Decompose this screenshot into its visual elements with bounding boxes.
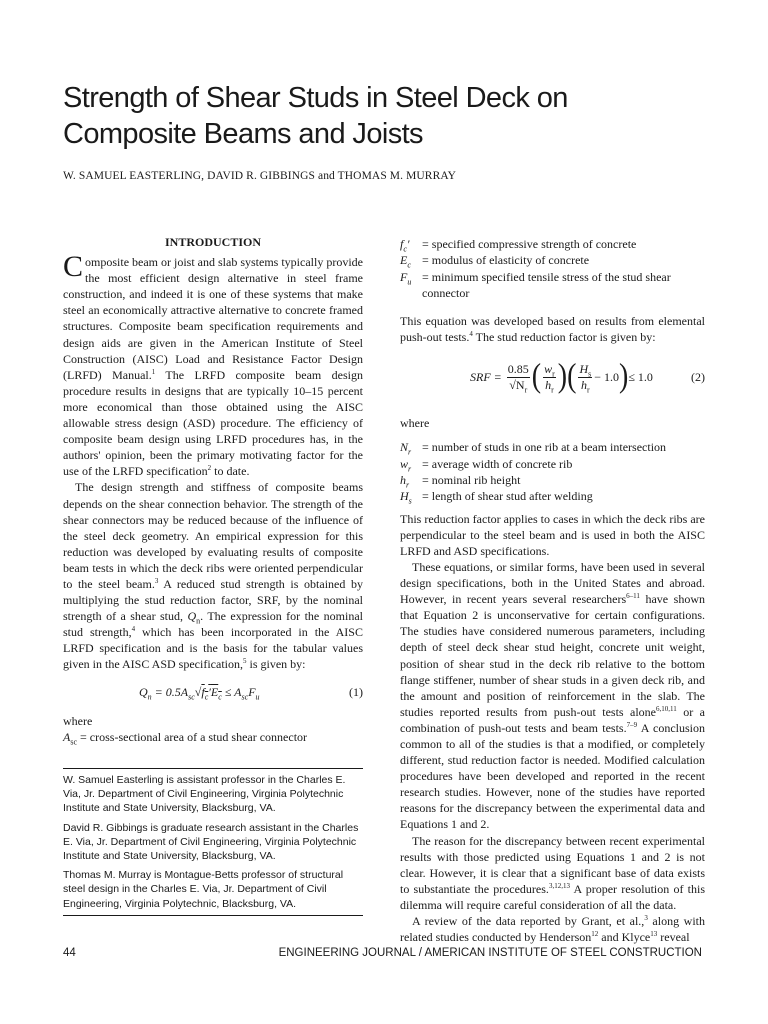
right-column (400, 234, 705, 945)
where-label: where (400, 416, 430, 431)
paragraph-text: A reduced stud strength is obtained by multiplying the stud reduction factor, SRF, by the nominal strength of a shear stud, (63, 576, 363, 624)
variable-definition: $w_r$ = average width of concrete rib (400, 456, 573, 474)
paragraph: A review of the data reported by Grant, et al.,$^3$ along with related studies conducted by Henderson$^{12}$ and Klyce$^{13}$ reveal (400, 914, 706, 945)
author-footnotes (63, 768, 363, 916)
variable-definition: $h_r$ = nominal rib height (400, 473, 521, 490)
citation: 13 (650, 930, 658, 939)
equation-number: (1) (349, 684, 363, 699)
paragraph (63, 250, 363, 479)
variable-definition: $E_c$ = modulus of elasticity of concrete (400, 253, 590, 270)
footnote: Thomas M. Murray is Montague-Betts professor of structural steel design in the Charles E. Via, Jr. Department of Civil Engineering, Virginia Polytechnic, Blacksburg, VA. (63, 869, 344, 910)
paragraph: These equations, or similar forms, have been used in several design specifications, both in the United States and abroad. However, in recent years several researchers$^{6-11}$ have shown that Equation 2 is unconservative for certain configurations. The studies have considered numerous parameters, including depth of steel deck shear stud height, concrete unit weight, position of shear stud in the deck rib relative to the bottom flange stiffener, number of shear studs in a given deck rib, and the amount and position of reinforcement in the slab. The studies reported results from push-out tests alone$^{6,10,11}$ or a combination of push-out tests and beam tests.$^{7-9}$ A conclusion common to all of the studies is that a modified, or completely different, stud reduction factor is needed. Modified calculation procedures have been developed and reported in the recent research studies. However, none of the studies have reported reasons for the discrepancy between the experimental data and Equations 1 and 2. (400, 559, 705, 832)
page-number: 44 (63, 947, 76, 959)
variable-definition: $H_s$ = length of shear stud after welding (400, 489, 593, 506)
citation: 6–11 (626, 592, 640, 601)
citation: 7–9 (626, 720, 638, 729)
paragraph-text: to date. (211, 464, 250, 479)
paragraph-text: omposite beam or joist and slab systems typically provide the most efficient design alternative in steel frame construction, and indeed it is one of these systems that make steel an economically attractive alternative to concrete framed structures. Composite beam specification requirements and design aids are given in the American Institute of Steel Construction (AISC) Load and Resistance Factor Design (LRFD) Manual. (63, 255, 363, 382)
paragraph-text: The design strength and stiffness of composite beams depends on the shear connection behavior. The strength of the shear connectors may be reduced because of the influence of the steel deck geometry. An empirical expression for this reduction was developed by evaluating results of composite beam tests in which the deck ribs were oriented perpendicular to the steel beam. (63, 480, 363, 591)
paragraph-text: . The expression for the nominal stud strength, (63, 609, 363, 640)
variable-list (400, 236, 705, 301)
author-byline: W. SAMUEL EASTERLING, DAVID R. GIBBINGS and THOMAS M. MURRAY (63, 170, 457, 182)
variable-definition: $N_r$ = number of studs in one rib at a beam intersection (400, 440, 667, 457)
left-column (63, 234, 363, 745)
paragraph: The reason for the discrepancy between recent experimental results with those predicted using Equations 1 and 2 is not clear. However, it is clear that a significant base of data exists to substantiate the procedures.$^{3,12,13}$ A proper resolution of this dilemma will require careful consideration of all the data. (400, 833, 705, 912)
footnote: W. Samuel Easterling is assistant professor in the Charles E. Via, Jr. Department of Civil Engineering, Virginia Polytechnic Institute and State University, Blacksburg, VA. (63, 774, 346, 815)
citation: 3 (154, 576, 159, 585)
subscript: n (196, 616, 201, 626)
paragraph-text: which has been incorporated in the AISC LRFD specification and is the basis for the tabular values given in the AISC ASD specification, (63, 625, 363, 672)
citation: 3 (644, 914, 648, 922)
paragraph: This equation was developed based on results from elemental push-out tests.$^4$ The stud reduction factor is given by: (400, 314, 705, 345)
variable-definition: $A_{sc}$ = cross-sectional area of a stud shear connector (63, 729, 308, 747)
equation-2 (400, 355, 705, 401)
title-line: Strength of Shear Studs in Steel Deck on (63, 82, 568, 114)
paragraph-text: The LRFD composite beam design procedure results in designs that are typically 10–15 percent more economical than those obtained using the AISC allowable stress design (ASD) procedure. The efficiency of composite beam design using LRFD procedures has, in the authors' opinion, been the primary motivating factor for the use of the LRFD specification (63, 367, 363, 479)
equation-body: $Q_n = 0.5A_{sc}√f_c'E_c \le A_{sc}F_u$ (139, 684, 260, 701)
citation: 3,12,13 (548, 881, 570, 890)
running-footer: ENGINEERING JOURNAL / AMERICAN INSTITUTE OF STEEL CONSTRUCTION (278, 947, 702, 959)
paragraph-text: is given by: (246, 657, 306, 672)
citation: 2 (207, 464, 212, 473)
symbol: Q (187, 609, 197, 624)
drop-cap: C (63, 250, 84, 284)
equation-number: (2) (691, 370, 705, 385)
citation: 1 (151, 367, 156, 376)
citation: 4 (469, 330, 473, 339)
footnote: David R. Gibbings is graduate research assistant in the Charles E. Via, Jr. Department of Civil Engineering, Virginia Polytechnic Institute and State University, Blacksburg, VA. (63, 821, 359, 863)
title-line: Composite Beams and Joists (63, 118, 423, 150)
paragraph (63, 479, 363, 672)
section-heading-introduction: INTRODUCTION (164, 235, 261, 249)
equation-body: SRF = $\frac{0.85}{√N_r}$ ( $\frac{w_r}{h_r}$ )( $\frac{H_s}{h_r}$ − 1.0 ) ≤ 1.0 (470, 358, 653, 396)
paragraph: This reduction factor applies to cases in which the deck ribs are perpendicular to the steel beam and is used in both the AISC LRFD and ASD specifications. (400, 511, 705, 558)
variable-definition: $f_c'$ = specified compressive strength of concrete (400, 237, 637, 254)
equation-1 (63, 681, 363, 705)
citation: 6,10,11 (656, 704, 677, 713)
variable-definition: $F_u$ = minimum specified tensile stress of the stud shear connector (400, 269, 671, 300)
citation: 12 (591, 930, 599, 939)
variable-list (400, 439, 705, 504)
citation: 5 (242, 657, 247, 666)
where-label: where (63, 713, 93, 728)
citation: 4 (131, 625, 136, 634)
article-title (63, 80, 703, 152)
